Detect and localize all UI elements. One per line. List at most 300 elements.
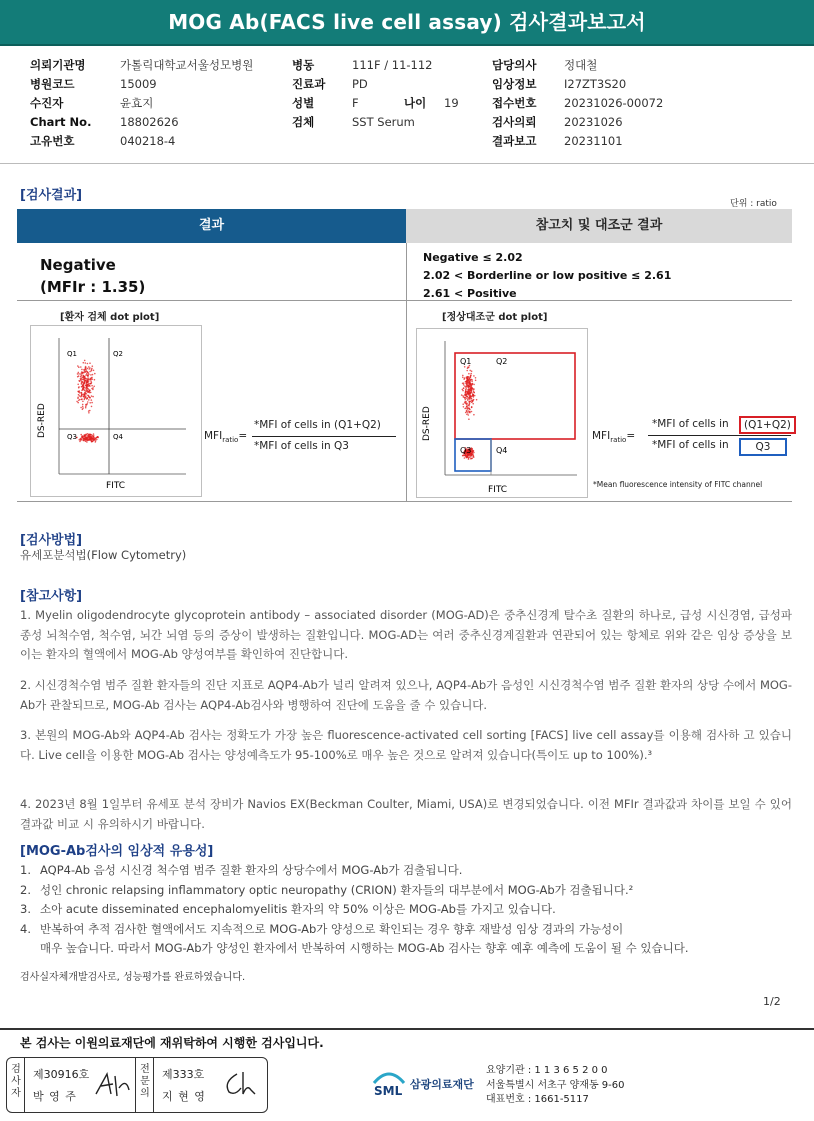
scatter-dot (82, 377, 84, 379)
info-label: Chart No. (30, 115, 92, 129)
scatter-dot (471, 411, 473, 413)
list-text: 소아 acute disseminated encephalomyelitis 환자의 약 50% 이상은 MOG-Ab를 가지고 있습니다. (40, 902, 556, 916)
scatter-dot (90, 378, 92, 380)
scatter-dot (83, 362, 85, 364)
scatter-dot (84, 381, 86, 383)
scatter-dot (93, 433, 95, 435)
scatter-dot (473, 455, 475, 457)
contact-info (486, 1064, 625, 1108)
scatter-dot (464, 402, 466, 404)
scatter-dot (87, 401, 89, 403)
info-label: 담당의사 (492, 58, 537, 72)
scatter-dot (86, 434, 88, 436)
scatter-dot (92, 441, 94, 443)
scatter-dot (92, 365, 94, 367)
scatter-dot (470, 396, 472, 398)
info-value: 20231101 (564, 134, 623, 148)
scatter-dot (475, 380, 477, 382)
patient-plot-caption: [환자 검체 dot plot] (60, 312, 160, 323)
scatter-dot (469, 370, 471, 372)
scatter-dot (87, 395, 89, 397)
scatter-dot (464, 385, 466, 387)
clinical-heading: [MOG-Ab검사의 임상적 유용성] (20, 844, 214, 859)
scatter-dot (94, 373, 96, 375)
q3-gate-box (455, 439, 491, 471)
result-status: Negative (40, 256, 116, 274)
scatter-dot (85, 385, 87, 387)
scatter-dot (86, 383, 88, 385)
page-number: 1/2 (763, 995, 781, 1008)
patient-dot-plot-svg (31, 326, 201, 496)
info-value: 18802626 (120, 115, 179, 129)
scatter-dot (90, 381, 92, 383)
scatter-dot (85, 437, 87, 439)
scatter-dot (79, 380, 81, 382)
info-label: 임상정보 (492, 77, 537, 91)
scatter-dot (473, 375, 475, 377)
scatter-dot (87, 440, 89, 442)
info-value: I27ZT3S20 (564, 77, 627, 91)
scatter-dot (90, 374, 92, 376)
info-label: 병동 (292, 58, 315, 72)
fraction-denominator: *MFI of cells in (652, 439, 729, 451)
scatter-dot (469, 404, 471, 406)
scatter-dot (88, 372, 90, 374)
list-text: 성인 chronic relapsing inflammatory optic neuropathy (CRION) 환자들의 대부분에서 MOG-Ab가 검출됩니다.² (40, 882, 634, 897)
scatter-dot (471, 381, 473, 383)
scatter-dot (89, 367, 91, 369)
scatter-dot (80, 434, 82, 436)
scatter-dot (86, 438, 88, 440)
scatter-dot (88, 412, 90, 414)
specialist-role: 전문의 (140, 1064, 150, 1099)
scatter-dot (81, 399, 83, 401)
scatter-dot (91, 368, 93, 370)
scatter-dot (89, 435, 91, 437)
quadrant-q3: Q3 (460, 446, 472, 455)
scatter-dot (92, 387, 94, 389)
contact-line: 대표번호 : 1661-5117 (486, 1094, 589, 1105)
quadrant-q1: Q1 (460, 357, 472, 366)
scatter-dot (82, 401, 84, 403)
scatter-dot (80, 392, 82, 394)
patient-dot-plot (30, 325, 202, 497)
scatter-dot (469, 408, 471, 410)
scatter-dot (89, 402, 91, 404)
scatter-dot (467, 377, 469, 379)
fraction-denominator: *MFI of cells in Q3 (254, 440, 349, 452)
scatter-dot (90, 438, 92, 440)
note-item-4: 4. 2023년 8월 1일부터 유세포 분석 장비가 Navios EX(Beckman Coulter, Miami, USA)로 변경되었습니다. 이전 MFIr 결과값과 차이를 보일 수 있어 결과값 비교 시 유의하시기 바랍니다. (20, 797, 792, 831)
scatter-dot (472, 452, 474, 454)
list-item (20, 939, 800, 959)
scatter-dot (89, 371, 91, 373)
list-text: 반복하여 추적 검사한 혈액에서도 지속적으로 MOG-Ab가 양성으로 확인되는 경우 향후 재발성 임상 경과의 가능성이 (40, 921, 624, 936)
note-item-2: 2. 시신경척수염 범주 질환 환자들의 진단 지표로 AQP4-Ab가 널리 알려져 있으나, AQP4-Ab가 음성인 시신경척수염 범주 질환 환자의 상당 수에서 MOG-Ab가 관찰되므로, MOG-Ab 검사는 AQP4-Ab검사와 병행하여 진단에 도움을 줄 수 있습니다. (20, 678, 792, 712)
scatter-dot (469, 411, 471, 413)
note-item-3: 3. 본원의 MOG-Ab와 AQP4-Ab 검사는 정확도가 가장 높은 fluorescence-activated cell sorting [FACS] live cell assay를 이용해 검사하 고 있습니다. Live cell을 이용한 MOG-Ab 검사는 양성예측도가 95-100%로 매우 높은 것으로 알려져 있습니다(특이도 up to 100%).³ (20, 728, 792, 762)
scatter-dot (87, 433, 89, 435)
scatter-dot (76, 401, 78, 403)
scatter-dot (466, 397, 468, 399)
info-label: 검체 (292, 115, 315, 129)
fraction-line (648, 435, 791, 436)
scatter-dot (473, 396, 475, 398)
q3-box-label: Q3 (739, 438, 787, 456)
unit-label: 단위 : ratio (730, 199, 777, 209)
reference-ranges (423, 249, 671, 303)
info-value: SST Serum (352, 115, 415, 129)
scatter-dot (470, 397, 472, 399)
list-number: 4. (20, 921, 31, 936)
quadrant-q2: Q2 (496, 357, 508, 366)
patient-dots (76, 360, 99, 443)
divider (17, 300, 792, 301)
scatter-dot (96, 439, 98, 441)
scatter-dot (462, 389, 464, 391)
divider (0, 163, 814, 164)
method-heading: [검사방법] (20, 533, 83, 548)
scatter-dot (84, 377, 86, 379)
scatter-dot (467, 412, 469, 414)
quadrant-q4: Q4 (496, 446, 508, 455)
scatter-dot (81, 383, 83, 385)
scatter-dot (82, 396, 84, 398)
scatter-dot (471, 457, 473, 459)
scatter-dot (474, 395, 476, 397)
scatter-dot (85, 371, 87, 373)
scatter-dot (473, 414, 475, 416)
scatter-dot (473, 452, 475, 454)
scatter-dot (468, 373, 470, 375)
mfi-label: MFI (204, 430, 223, 442)
scatter-dot (466, 404, 468, 406)
result-value (40, 254, 145, 298)
scatter-dot (77, 384, 79, 386)
scatter-dot (468, 414, 470, 416)
info-value: 15009 (120, 77, 157, 91)
info-label: 수진자 (30, 96, 64, 110)
scatter-dot (465, 389, 467, 391)
scatter-dot (463, 384, 465, 386)
scatter-dot (86, 387, 88, 389)
info-value: 윤효지 (120, 96, 154, 110)
reference-positive: 2.61 < Positive (423, 287, 517, 300)
scatter-dot (86, 390, 88, 392)
age-label: 나이 (404, 96, 427, 110)
specialist-license: 제333호 (162, 1068, 205, 1081)
scatter-dot (89, 385, 91, 387)
report-title: MOG Ab(FACS live cell assay) 검사결과보고서 (0, 0, 814, 46)
info-value: 20231026 (564, 115, 623, 129)
scatter-dot (91, 434, 93, 436)
list-item (20, 900, 800, 920)
divider (17, 501, 792, 502)
scatter-dot (472, 384, 474, 386)
mfi-equals: = (238, 430, 248, 442)
scatter-dot (81, 394, 83, 396)
scatter-dot (82, 388, 84, 390)
scatter-dot (83, 372, 85, 374)
scatter-dot (473, 389, 475, 391)
scatter-dot (80, 407, 82, 409)
mfi-ratio-label (592, 430, 635, 444)
scatter-dot (468, 389, 470, 391)
scatter-dot (77, 402, 79, 404)
scatter-dot (476, 399, 478, 401)
info-label: 병원코드 (30, 77, 75, 91)
specialist-name: 지 현 영 (162, 1090, 206, 1103)
scatter-dot (471, 379, 473, 381)
scatter-dot (80, 366, 82, 368)
scatter-dot (467, 399, 469, 401)
scatter-dot (81, 377, 83, 379)
reference-negative: Negative ≤ 2.02 (423, 251, 523, 264)
scatter-dot (466, 414, 468, 416)
scatter-dot (94, 379, 96, 381)
scatter-dot (83, 384, 85, 386)
scatter-dot (465, 395, 467, 397)
list-item (20, 861, 800, 881)
scatter-dot (78, 387, 80, 389)
scatter-dot (87, 375, 89, 377)
contact-line: 요양기관 : 1 1 3 6 5 2 0 0 (486, 1065, 608, 1076)
scatter-dot (80, 376, 82, 378)
scatter-dot (93, 370, 95, 372)
scatter-dot (468, 380, 470, 382)
x-axis-label: FITC (488, 485, 508, 495)
list-text: AQP4-Ab 음성 시신경 척수염 범주 질환 환자의 상당수에서 MOG-Ab가 검출됩니다. (40, 863, 463, 877)
scatter-dot (465, 393, 467, 395)
scatter-dot (470, 376, 472, 378)
info-label: 접수번호 (492, 96, 537, 110)
scatter-dot (92, 374, 94, 376)
examiner-name: 박 영 주 (33, 1090, 77, 1103)
scatter-dot (91, 382, 93, 384)
scatter-dot (80, 379, 82, 381)
result-heading: [검사결과] (20, 188, 83, 203)
age-value: 19 (444, 96, 459, 110)
scatter-dot (467, 367, 469, 369)
fraction-numerator: *MFI of cells in (652, 418, 729, 430)
info-label: 검사의뢰 (492, 115, 537, 129)
examiner-role: 검사자 (11, 1064, 21, 1099)
scatter-dot (82, 406, 84, 408)
scatter-dot (465, 407, 467, 409)
scatter-dot (465, 390, 467, 392)
validation-note: 검사실자체개발검사로, 성능평가를 완료하였습니다. (20, 972, 246, 983)
scatter-dot (91, 402, 93, 404)
scatter-dot (462, 455, 464, 457)
mfi-subscript: ratio (222, 436, 239, 445)
scatter-dot (462, 403, 464, 405)
scatter-dot (471, 370, 473, 372)
scatter-dot (467, 391, 469, 393)
quadrant-q4: Q4 (113, 433, 123, 441)
result-mfir: (MFIr : 1.35) (40, 278, 146, 296)
scatter-dot (89, 362, 91, 364)
scatter-dot (87, 363, 89, 365)
info-value: 가톨릭대학교서울성모병원 (120, 58, 254, 72)
scatter-dot (472, 403, 474, 405)
specialist-signature (221, 1068, 261, 1100)
list-item (20, 881, 800, 901)
scatter-dot (88, 379, 90, 381)
scatter-dot (83, 393, 85, 395)
list-text: 매우 높습니다. 따라서 MOG-Ab가 양성인 환자에서 반복하여 시행하는 MOG-Ab 검사는 향후 예후 예측에 도움이 될 수 있습니다. (40, 941, 689, 955)
scatter-dot (472, 387, 474, 389)
scatter-dot (470, 373, 472, 375)
quadrant-q3: Q3 (67, 433, 77, 441)
scatter-dot (463, 378, 465, 380)
list-number: 1. (20, 863, 31, 877)
scatter-dot (467, 408, 469, 410)
scatter-dot (93, 437, 95, 439)
info-label: 의뢰기관명 (30, 58, 86, 72)
scatter-dot (469, 385, 471, 387)
scatter-dot (464, 397, 466, 399)
scatter-dot (471, 406, 473, 408)
scatter-dot (88, 399, 90, 401)
scatter-dot (77, 373, 79, 375)
divider (406, 243, 407, 501)
scatter-dot (463, 382, 465, 384)
scatter-dot (471, 401, 473, 403)
scatter-dot (85, 369, 87, 371)
scatter-dot (77, 365, 79, 367)
scatter-dot (87, 384, 89, 386)
y-axis-label: DS-RED (422, 406, 432, 441)
scatter-dot (97, 436, 99, 438)
control-dot-plot-svg (417, 329, 587, 497)
scatter-dot (85, 407, 87, 409)
scatter-dot (91, 385, 93, 387)
scatter-dot (470, 401, 472, 403)
y-axis-label: DS-RED (37, 403, 47, 438)
examiner-signature (93, 1070, 133, 1100)
scatter-dot (86, 393, 88, 395)
scatter-dot (86, 404, 88, 406)
scatter-dot (82, 373, 84, 375)
scatter-dot (84, 390, 86, 392)
info-value: PD (352, 77, 368, 91)
scatter-dot (81, 369, 83, 371)
scatter-dot (85, 366, 87, 368)
quadrant-q1: Q1 (67, 350, 77, 358)
logo-text: SML (374, 1084, 403, 1097)
scatter-dot (92, 389, 94, 391)
scatter-dot (470, 375, 472, 377)
scatter-dot (463, 406, 465, 408)
footer-divider (0, 1028, 814, 1030)
scatter-dot (87, 368, 89, 370)
scatter-dot (93, 386, 95, 388)
control-dot-plot (416, 328, 588, 498)
scatter-dot (475, 377, 477, 379)
scatter-dot (86, 373, 88, 375)
scatter-dot (86, 441, 88, 443)
scatter-dot (92, 435, 94, 437)
scatter-dot (468, 418, 470, 420)
mfi-subscript: ratio (610, 436, 627, 445)
scatter-dot (466, 411, 468, 413)
x-axis-label: FITC (106, 481, 126, 491)
fraction-line (252, 436, 396, 437)
info-value: 111F / 11-112 (352, 58, 433, 72)
info-value: 20231026-00072 (564, 96, 664, 110)
q1-q2-box-label: (Q1+Q2) (739, 416, 796, 434)
scatter-dot (462, 395, 464, 397)
control-plot-caption: [정상대조군 dot plot] (442, 312, 548, 323)
mfi-ratio-label (204, 430, 247, 444)
scatter-dot (469, 383, 471, 385)
scatter-dot (464, 366, 466, 368)
tab-result: 결과 (17, 209, 406, 243)
list-number: 2. (20, 882, 31, 897)
scatter-dot (466, 457, 468, 459)
mfi-equals: = (626, 430, 636, 442)
scatter-dot (462, 377, 464, 379)
scatter-dot (463, 388, 465, 390)
footer-title: 본 검사는 이원의료재단에 재위탁하여 시행한 검사입니다. (20, 1036, 324, 1050)
scatter-dot (466, 370, 468, 372)
scatter-dot (95, 441, 97, 443)
info-label: 성별 (292, 96, 315, 110)
clinical-list (20, 861, 800, 959)
scatter-dot (80, 374, 82, 376)
scatter-dot (88, 381, 90, 383)
scatter-dot (89, 410, 91, 412)
mfi-footnote: *Mean fluorescence intensity of FITC channel (593, 480, 763, 489)
scatter-dot (88, 396, 90, 398)
scatter-dot (464, 457, 466, 459)
scatter-dot (91, 395, 93, 397)
scatter-dot (77, 376, 79, 378)
scatter-dot (88, 366, 90, 368)
scatter-dot (466, 386, 468, 388)
scatter-dot (81, 386, 83, 388)
sml-logo (372, 1067, 406, 1097)
scatter-dot (87, 391, 89, 393)
signature-box (6, 1057, 268, 1113)
mfi-label: MFI (592, 430, 611, 442)
scatter-dot (81, 381, 83, 383)
scatter-dot (466, 396, 468, 398)
reference-borderline: 2.02 < Borderline or low positive ≤ 2.61 (423, 269, 672, 282)
scatter-dot (464, 401, 466, 403)
info-label: 결과보고 (492, 134, 537, 148)
scatter-dot (83, 438, 85, 440)
scatter-dot (473, 392, 475, 394)
scatter-dot (473, 384, 475, 386)
scatter-dot (78, 400, 80, 402)
scatter-dot (94, 438, 96, 440)
fraction-numerator: *MFI of cells in (Q1+Q2) (254, 419, 381, 431)
scatter-dot (82, 404, 84, 406)
scatter-dot (78, 394, 80, 396)
list-item (20, 920, 800, 940)
scatter-dot (84, 396, 86, 398)
scatter-dot (468, 405, 470, 407)
scatter-dot (468, 397, 470, 399)
scatter-dot (78, 391, 80, 393)
note-item-1: 1. Myelin oligodendrocyte glycoprotein antibody – associated disorder (MOG-AD)은 중추신경계 탈수초 질환의 하나로, 급성 시신경염, 급성파종성 뇌척수염, 척수염, 뇌간 뇌염 등의 증상이 발생하는 질환입니다. MOG-AD는 여러 중추신경계질환과 연관되어 있는 항체로 위와 같은 임상 증상을 보이는 환자의 혈액에서 MOG-Ab 양성여부를 확인하여 진단합니다. (20, 608, 792, 661)
info-value: 040218-4 (120, 134, 176, 148)
examiner-license: 제30916호 (33, 1068, 90, 1081)
info-column-2 (292, 56, 459, 132)
scatter-dot (78, 372, 80, 374)
scatter-dot (84, 360, 86, 362)
